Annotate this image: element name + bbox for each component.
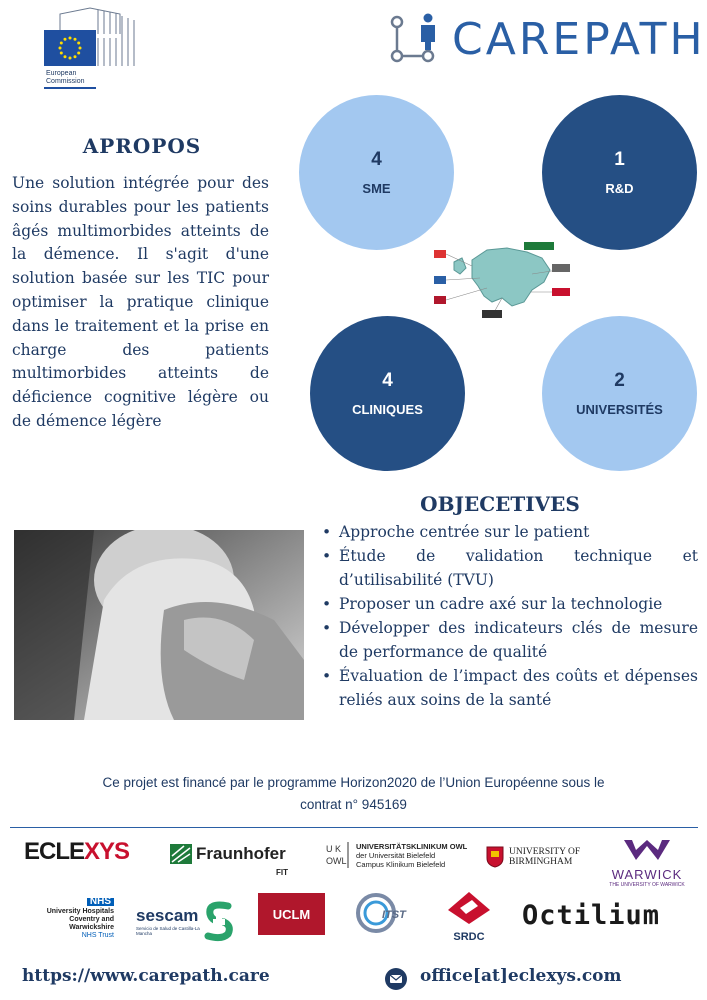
european-commission-label: European Commission [46, 70, 85, 85]
objectives-heading: OBJECETIVES [420, 492, 580, 516]
partner-logo-srdc [442, 890, 496, 942]
stat-rd-label: R&D [605, 181, 634, 196]
warwick-title: WARWICK [611, 867, 683, 882]
stat-universities-number: 2 [614, 370, 625, 391]
section-divider [10, 827, 698, 828]
funding-line-2: contrat n° 945169 [300, 797, 407, 812]
objective-item: • Évaluation de l’impact des coûts et dépenses reliés aux soins de la santé [322, 664, 698, 712]
stat-sme-label: SME [362, 181, 391, 196]
partner-logo-fraunhofer: Fraunhofer [196, 844, 286, 863]
stat-clinics-number: 4 [382, 370, 393, 391]
partner-logo-octilium: Octilium [522, 900, 661, 931]
uclm-text: UCLM [272, 906, 311, 922]
apropos-heading: APROPOS [82, 134, 202, 158]
nhs-trust-label: NHS Trust [81, 932, 114, 939]
itst-circle-icon [356, 890, 418, 936]
stat-rd-number: 1 [614, 149, 625, 170]
partner-logo-eclexys [24, 838, 129, 866]
europe-partner-map [432, 240, 572, 322]
srdc-text: SRDC [453, 931, 485, 943]
eu-flag [44, 30, 96, 66]
partner-logo-ukowl [326, 842, 467, 869]
warwick-w-icon [622, 838, 672, 862]
funding-line-1: Ce projet est financé par le programme Horizon2020 de l’Union Européenne sous le [102, 775, 605, 790]
fraunhofer-fit-label: FIT [276, 868, 288, 877]
stat-circle-universities [542, 316, 697, 471]
objectives-list [322, 520, 698, 712]
eclexys-text-b: XYS [84, 838, 130, 865]
email-link[interactable]: office[at]eclexys.com [420, 966, 622, 986]
sescam-s-cross-icon [204, 900, 234, 942]
partner-logo-sescam [136, 900, 234, 942]
ukowl-letters-icon [326, 842, 350, 868]
eu-stars-icon [44, 30, 96, 66]
stat-sme-number: 4 [371, 149, 382, 170]
partner-logo-uclm [258, 893, 325, 935]
elderly-patient-photo [14, 530, 304, 720]
warwick-subtitle: THE UNIVERSITY OF WARWICK [609, 882, 685, 888]
carepath-title: CAREPATH [452, 14, 706, 65]
stat-universities-label: UNIVERSITÉS [576, 402, 663, 417]
partner-logo-birmingham [486, 846, 601, 868]
mail-icon [385, 968, 407, 990]
partner-logo-nhs-uhcw [24, 898, 114, 940]
itst-text: ITST [382, 909, 406, 921]
stat-circle-clinics [310, 316, 465, 471]
website-link[interactable]: https://www.carepath.care [22, 966, 270, 986]
sescam-subtitle: Servicio de Salud de Castilla-La Mancha [136, 926, 200, 936]
ukowl-title: UNIVERSITÄTSKLINIKUM OWL [356, 842, 468, 851]
objective-item: • Développer des indicateurs clés de mesure de performance de qualité [322, 616, 698, 664]
birmingham-text: UNIVERSITY OF BIRMINGHAM [509, 847, 581, 867]
nhs-hospital-name: University Hospitals Coventry and Warwickshire [46, 908, 114, 931]
apropos-description: Une solution intégrée pour des soins durables pour les patients âgés multimorbides atteints de la démence. Il s'agit d'une solution basée sur les TIC pour optimiser la pratique clinique dans le traitement et la prise en charge des patients multimorbides atteints de déficience cognitive légère ou de démence légère [12, 174, 269, 430]
ukowl-subtitle: der Universität Bielefeld Campus Klinikum Bielefeld [356, 851, 446, 869]
stat-circle-rd [542, 95, 697, 250]
srdc-diamond-icon [442, 890, 496, 926]
objective-item: • Étude de validation technique et d’utilisabilité (TVU) [322, 544, 698, 592]
sescam-title: sescam [136, 906, 199, 925]
partner-logo-warwick [606, 838, 688, 886]
nhs-badge: NHS [87, 898, 114, 906]
ec-underline [44, 87, 96, 89]
objective-item: • Approche centrée sur le patient [322, 520, 698, 544]
eclexys-text-a: ECLE [24, 838, 85, 865]
svg-text:U K: U K [326, 844, 342, 854]
stat-clinics-label: CLINIQUES [352, 402, 423, 417]
objective-item: • Proposer un cadre axé sur la technologie [322, 592, 698, 616]
stat-circle-sme [299, 95, 454, 250]
birmingham-crest-icon [486, 846, 504, 868]
svg-text:OWL: OWL [326, 856, 347, 866]
partner-logo-itst [356, 890, 418, 936]
funding-statement [40, 772, 667, 816]
